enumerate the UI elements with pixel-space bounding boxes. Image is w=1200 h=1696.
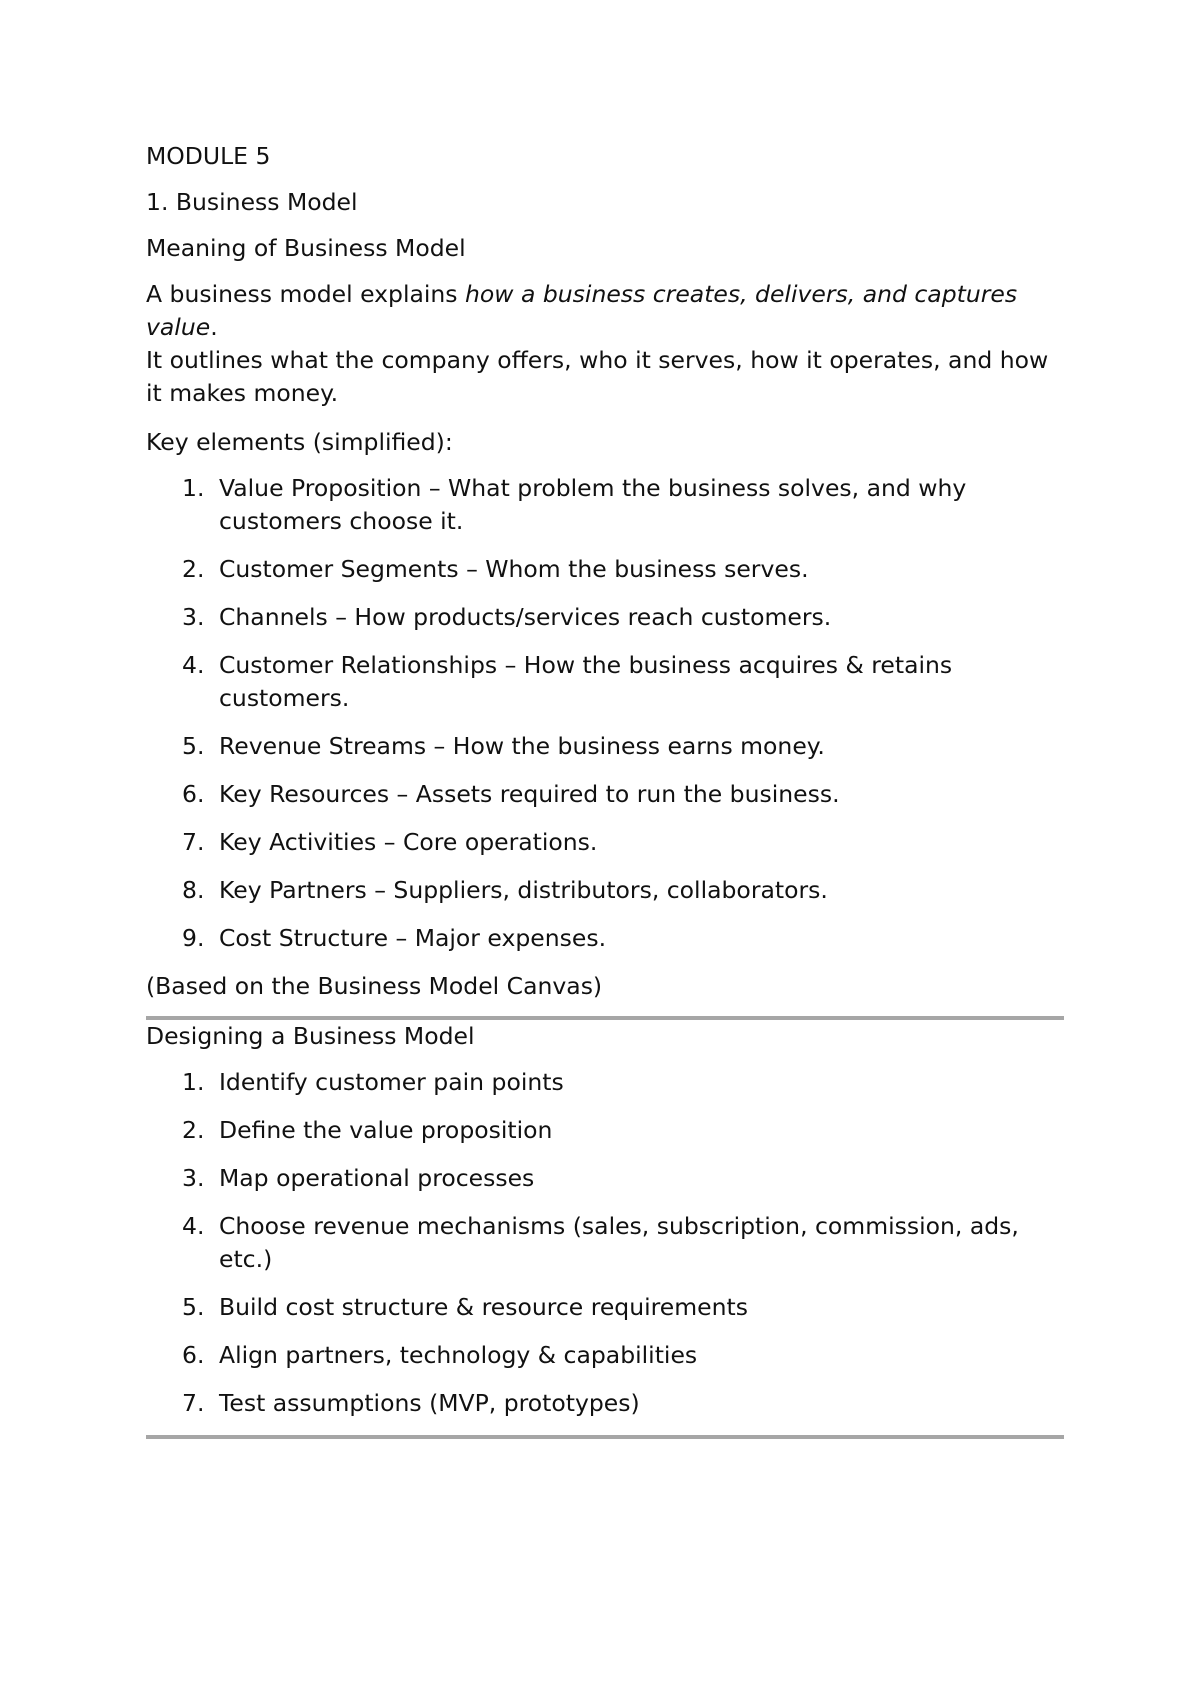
list-text: Value Proposition – What problem the business solves, and why customers choose it.: [219, 474, 967, 535]
intro-line2: It outlines what the company offers, who it serves, how it operates, and how it makes money.: [146, 346, 1049, 407]
section-heading: 1. Business Model: [146, 188, 358, 216]
list-text: Key Partners – Suppliers, distributors, collaborators.: [219, 876, 828, 904]
list-number: 1.: [182, 474, 205, 502]
list-number: 3.: [182, 603, 205, 631]
list-number: 1.: [182, 1068, 205, 1096]
list-item: [146, 1210, 1066, 1276]
list-number: 6.: [182, 1341, 205, 1369]
list-number: 2.: [182, 555, 205, 583]
intro-emphasis: how a business creates, delivers, and captures value: [146, 280, 1018, 341]
intro-suffix: .: [210, 313, 218, 341]
list-number: 6.: [182, 780, 205, 808]
list-text: Align partners, technology & capabilities: [219, 1341, 698, 1369]
list-item: [146, 778, 1066, 811]
list-number: 4.: [182, 1212, 205, 1240]
list-item: [146, 1114, 1066, 1147]
list-text: Map operational processes: [219, 1164, 535, 1192]
list-number: 7.: [182, 828, 205, 856]
list-number: 8.: [182, 876, 205, 904]
module-title: MODULE 5: [146, 142, 271, 170]
list-text: Identify customer pain points: [219, 1068, 564, 1096]
list-item: [146, 1339, 1066, 1372]
list-item: [146, 1291, 1066, 1324]
list-item: [146, 922, 1066, 955]
list-text: Define the value proposition: [219, 1116, 553, 1144]
key-elements-list: [146, 472, 1066, 955]
list-text: Cost Structure – Major expenses.: [219, 924, 607, 952]
list-item: [146, 649, 1066, 715]
list-item: [146, 874, 1066, 907]
list-item: [146, 553, 1066, 586]
list-text: Channels – How products/services reach customers.: [219, 603, 832, 631]
list-number: 5.: [182, 1293, 205, 1321]
horizontal-divider: [146, 1435, 1064, 1439]
list-text: Choose revenue mechanisms (sales, subscription, commission, ads, etc.): [219, 1212, 1019, 1273]
list-text: Test assumptions (MVP, prototypes): [219, 1389, 640, 1417]
intro-paragraph: [146, 278, 1066, 410]
list-item: [146, 472, 1066, 538]
designing-steps-list: [146, 1066, 1066, 1420]
list-number: 3.: [182, 1164, 205, 1192]
list-item: [146, 601, 1066, 634]
list-text: Customer Relationships – How the business acquires & retains customers.: [219, 651, 953, 712]
list-number: 2.: [182, 1116, 205, 1144]
list-text: Build cost structure & resource requirements: [219, 1293, 748, 1321]
meaning-heading: Meaning of Business Model: [146, 234, 466, 262]
list-item: [146, 1066, 1066, 1099]
list-number: 7.: [182, 1389, 205, 1417]
list-item: [146, 1162, 1066, 1195]
canvas-note: (Based on the Business Model Canvas): [146, 972, 603, 1000]
list-item: [146, 730, 1066, 763]
list-item: [146, 1387, 1066, 1420]
list-item: [146, 826, 1066, 859]
list-number: 4.: [182, 651, 205, 679]
designing-heading: Designing a Business Model: [146, 1022, 475, 1050]
list-text: Key Activities – Core operations.: [219, 828, 598, 856]
intro-prefix: A business model explains: [146, 280, 466, 308]
list-text: Customer Segments – Whom the business serves.: [219, 555, 809, 583]
list-text: Revenue Streams – How the business earns money.: [219, 732, 825, 760]
list-text: Key Resources – Assets required to run the business.: [219, 780, 840, 808]
list-number: 5.: [182, 732, 205, 760]
list-number: 9.: [182, 924, 205, 952]
key-elements-heading: Key elements (simplified):: [146, 428, 453, 456]
document-page: [146, 140, 1066, 1439]
